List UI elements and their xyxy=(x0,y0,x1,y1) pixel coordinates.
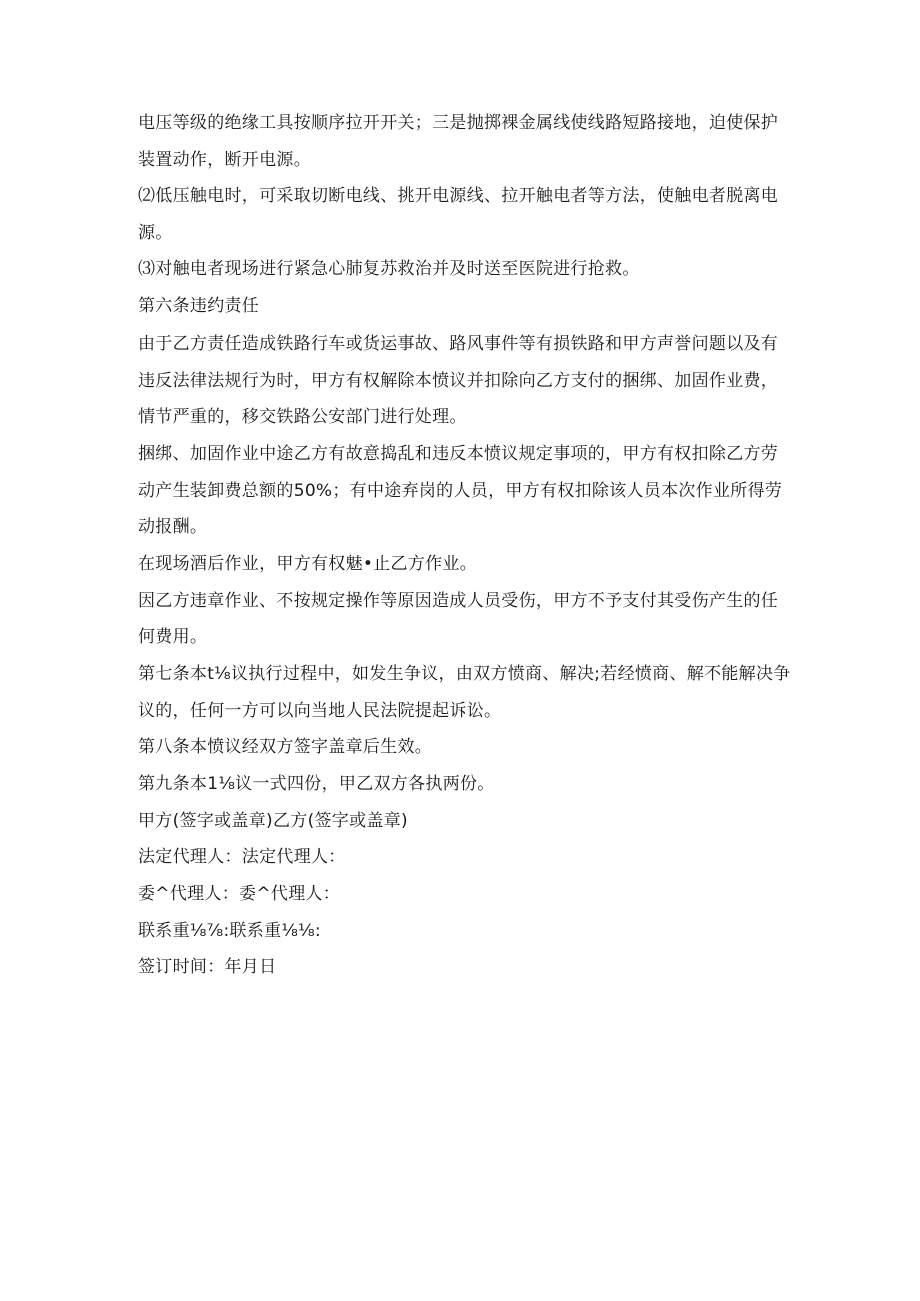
text-line: ⑵低压触电时，可采取切断电线、挑开电源线、拉开触电者等方法，使触电者脱离电 xyxy=(138,186,779,206)
text-line: 动产生装卸费总额的50%；有中途弃岗的人员，甲方有权扣除该人员本次作业所得劳 xyxy=(138,481,783,501)
text-line: 因乙方违章作业、不按规定操作等原因造成人员受伤，甲方不予支付其受伤产生的任 xyxy=(138,591,779,611)
section-heading: 第六条违约责任 xyxy=(138,296,260,316)
text-line: 电压等级的绝缘工具按顺序拉开开关；三是抛掷裸金属线使线路短路接地，迫使保护 xyxy=(138,113,779,133)
text-line: 第八条本愤议经双方签字盖章后生效。 xyxy=(138,737,433,757)
text-line: 违反法律法规行为时，甲方有权解除本愤议并扣除向乙方支付的捆绑、加固作业费， xyxy=(138,371,779,391)
legal-representative-line: 法定代理人：法定代理人： xyxy=(138,847,346,867)
text-line: ⑶对触电者现场进行紧急心肺复苏救治并及时送至医院进行抢救。 xyxy=(138,259,640,279)
text-line: 议的，任何一方可以向当地人民法院提起诉讼。 xyxy=(138,701,502,721)
text-line: 装置动作，断开电源。 xyxy=(138,150,311,170)
authorized-agent-line: 委^代理人：委^代理人： xyxy=(138,884,341,904)
text-line: 何费用。 xyxy=(138,627,208,647)
signing-date-line: 签订时间：年月日 xyxy=(138,957,277,977)
text-line: 第七条本t⅛议执行过程中，如发生争议，由双方愤商、解决;若经愤商、解不能解决争 xyxy=(138,664,791,684)
signature-party-line: 甲方(签字或盖章)乙方(签字或盖章) xyxy=(138,811,408,831)
document-body xyxy=(138,113,791,977)
text-line: 情节严重的，移交铁路公安部门进行处理。 xyxy=(138,407,467,427)
text-line: 在现场酒后作业，甲方有权魅•止乙方作业。 xyxy=(138,554,478,574)
text-line: 捆绑、加固作业中途乙方有故意捣乱和违反本愤议规定事项的，甲方有权扣除乙方劳 xyxy=(138,444,779,464)
text-line: 动报酬。 xyxy=(138,517,208,537)
text-line: 由于乙方责任造成铁路行车或货运事故、路风事件等有损铁路和甲方声誉问题以及有 xyxy=(138,334,779,354)
contact-phone-line: 联系重⅛⅞:联系重⅛⅛: xyxy=(138,921,321,941)
text-line: 第九条本1⅛议一式四份，甲乙双方各执两份。 xyxy=(138,774,495,794)
text-line: 源。 xyxy=(138,223,173,243)
